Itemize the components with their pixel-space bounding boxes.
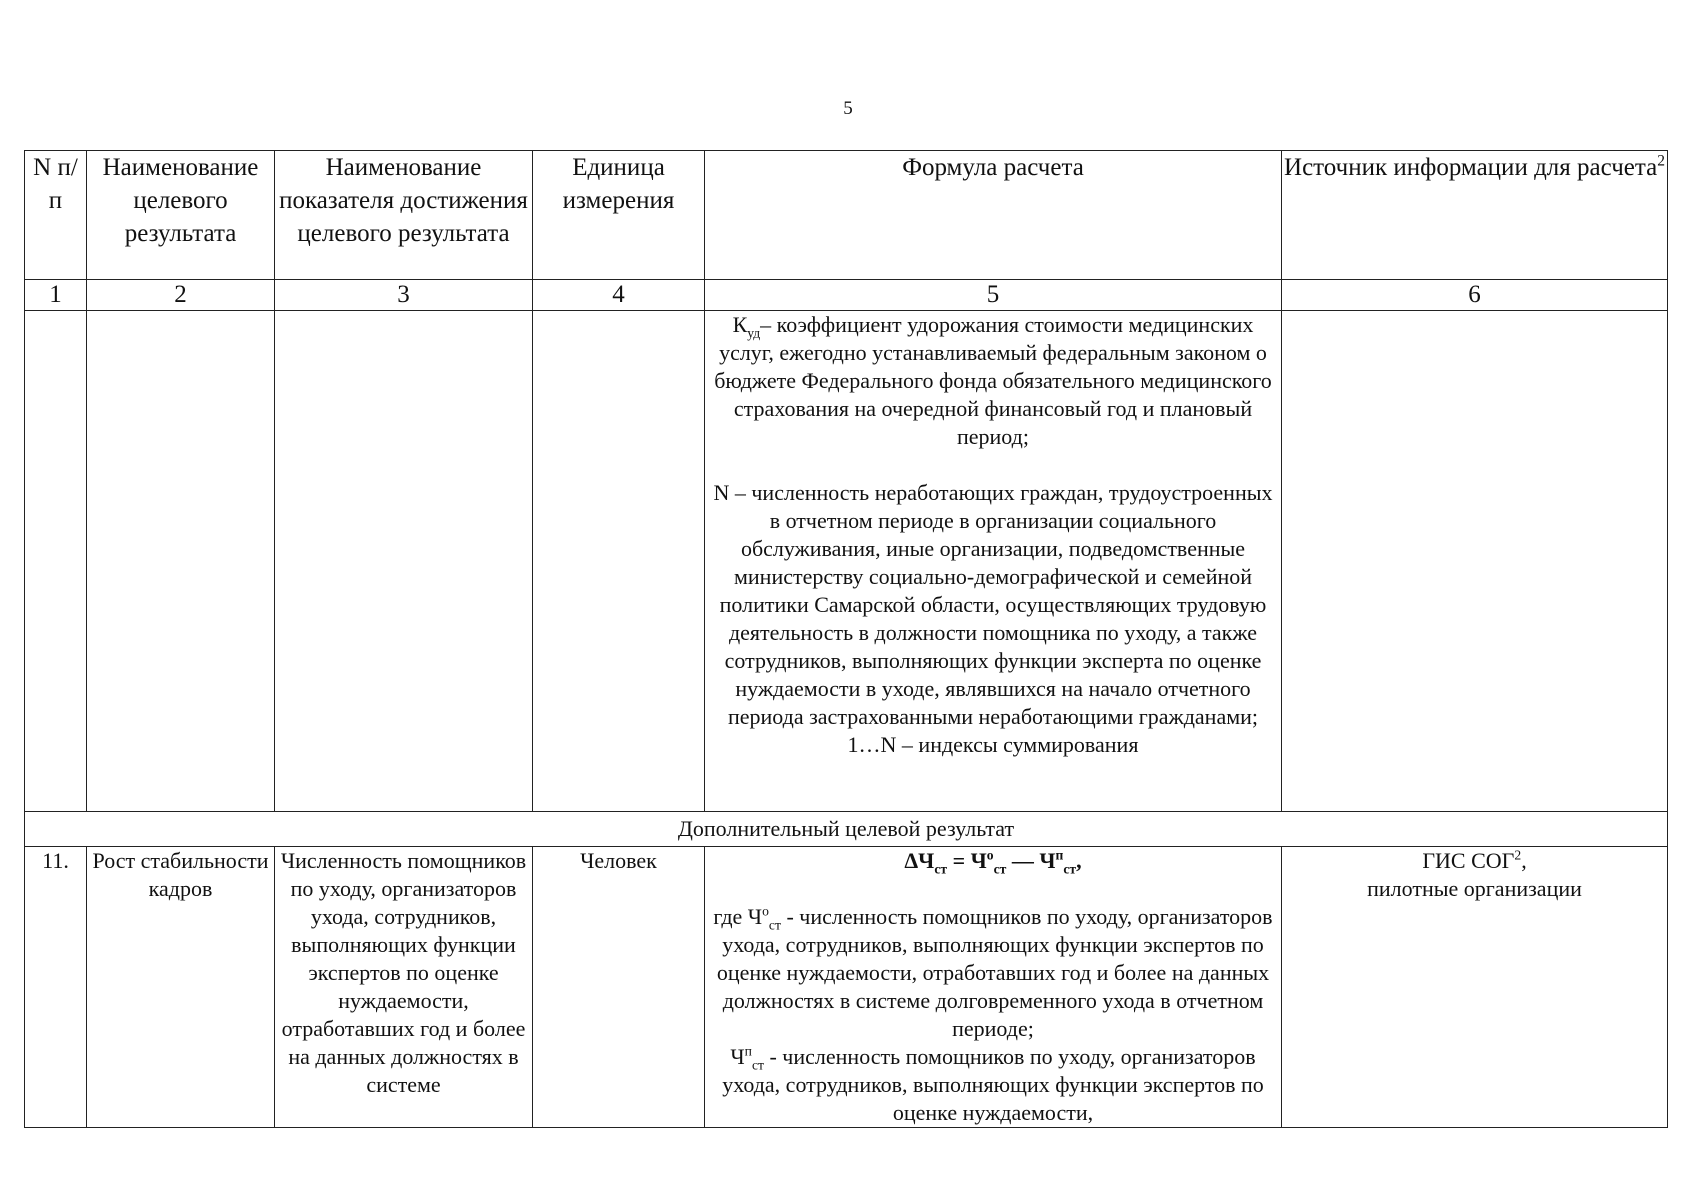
formula-sub: ст xyxy=(993,861,1007,877)
unit: Человек xyxy=(533,847,705,1128)
header-number: N п/п xyxy=(25,151,87,280)
second-definition xyxy=(707,1043,1279,1127)
kud-definition xyxy=(707,311,1279,451)
formula-continuation xyxy=(705,311,1282,812)
source-footnote: 2 xyxy=(1514,847,1522,863)
column-number: 6 xyxy=(1282,280,1668,311)
kud-symbol: К xyxy=(732,312,748,337)
formula-sub: ст xyxy=(751,1057,764,1073)
section-row xyxy=(25,812,1668,847)
kud-text: – коэффициент удорожания стоимости медицинских услуг, ежегодно устанавливаемый федеральным законом о бюджете Федерального фонда обязательного медицинского страхования на очередной финансовый год и плановый период; xyxy=(714,312,1272,449)
indicator-name: Численность помощников по уходу, организаторов ухода, сотрудников, выполняющих функции экспертов по оценке нуждаемости, отработавших год и более на данных должностях в системе xyxy=(275,847,533,1128)
column-numbers-row xyxy=(25,280,1668,311)
empty-cell xyxy=(275,311,533,812)
header-result-name: Наименование целевого результата xyxy=(87,151,275,280)
header-formula: Формула расчета xyxy=(705,151,1282,280)
where-definition xyxy=(707,903,1279,1043)
empty-cell xyxy=(1282,311,1668,812)
spacer xyxy=(707,451,1279,479)
formula-comma: , xyxy=(1076,848,1082,873)
header-source-footnote: 2 xyxy=(1657,152,1665,170)
source-extra: пилотные организации xyxy=(1367,876,1582,901)
formula-sup: о xyxy=(986,847,994,863)
formula-sup: п xyxy=(744,1043,752,1059)
formula-delta-ch: ΔЧ xyxy=(904,848,935,873)
second-prefix: Ч xyxy=(730,1044,745,1069)
page-number: 5 xyxy=(843,98,853,119)
kud-subscript: уд xyxy=(747,325,761,341)
row-number: 11. xyxy=(25,847,87,1128)
formula-sup: п xyxy=(1055,847,1064,863)
result-name: Рост стабильности кадров xyxy=(87,847,275,1128)
formula-minus-ch: — Ч xyxy=(1006,848,1056,873)
empty-cell xyxy=(533,311,705,812)
column-number: 5 xyxy=(705,280,1282,311)
formula-sub: ст xyxy=(1063,861,1077,877)
column-number: 2 xyxy=(87,280,275,311)
formula-equals-ch: = Ч xyxy=(947,848,987,873)
header-source-text: Источник информации для расчета xyxy=(1284,154,1658,181)
formula-sup: о xyxy=(762,903,769,919)
table-header-row xyxy=(25,151,1668,280)
source-name: ГИС СОГ xyxy=(1422,848,1515,873)
source-comma: , xyxy=(1521,848,1527,873)
where-prefix: где Ч xyxy=(713,904,763,929)
formula-sub: ст xyxy=(768,917,781,933)
header-unit: Единица измерения xyxy=(533,151,705,280)
where-text: - численность помощников по уходу, организаторов ухода, сотрудников, выполняющих функции экспертов по оценке нуждаемости, отработавших год и более на данных должностях в системе долговременного ухода в отчетном периоде; xyxy=(716,904,1273,1041)
main-formula xyxy=(707,847,1279,875)
source-main xyxy=(1284,847,1665,875)
header-source xyxy=(1282,151,1668,280)
table-row xyxy=(25,847,1668,1128)
n-definition: N – численность неработающих граждан, трудоустроенных в отчетном периоде в организации социального обслуживания, иные организации, подведомственные министерству социально-демографической и семейной политики Самарской области, осуществляющих трудовую деятельность в должности помощника по уходу, а также сотрудников, выполняющих функции эксперта по оценке нуждаемости в уходе, являвшихся на начало отчетного периода застрахованными неработающими гражданами; xyxy=(713,480,1273,729)
index-definition: 1…N – индексы суммирования xyxy=(847,732,1139,757)
column-number: 3 xyxy=(275,280,533,311)
formula-sub: ст xyxy=(934,861,948,877)
source-cell xyxy=(1282,847,1668,1128)
section-title: Дополнительный целевой результат xyxy=(25,812,1668,847)
header-indicator-name: Наименование показателя достижения целевого результата xyxy=(275,151,533,280)
empty-cell xyxy=(87,311,275,812)
spacer xyxy=(707,875,1279,903)
column-number: 4 xyxy=(533,280,705,311)
empty-cell xyxy=(25,311,87,812)
second-text: - численность помощников по уходу, организаторов ухода, сотрудников, выполняющих функции экспертов по оценке нуждаемости, xyxy=(722,1044,1264,1125)
indicator-table xyxy=(24,150,1668,1128)
formula-cell xyxy=(705,847,1282,1128)
continuation-row xyxy=(25,311,1668,812)
column-number: 1 xyxy=(25,280,87,311)
